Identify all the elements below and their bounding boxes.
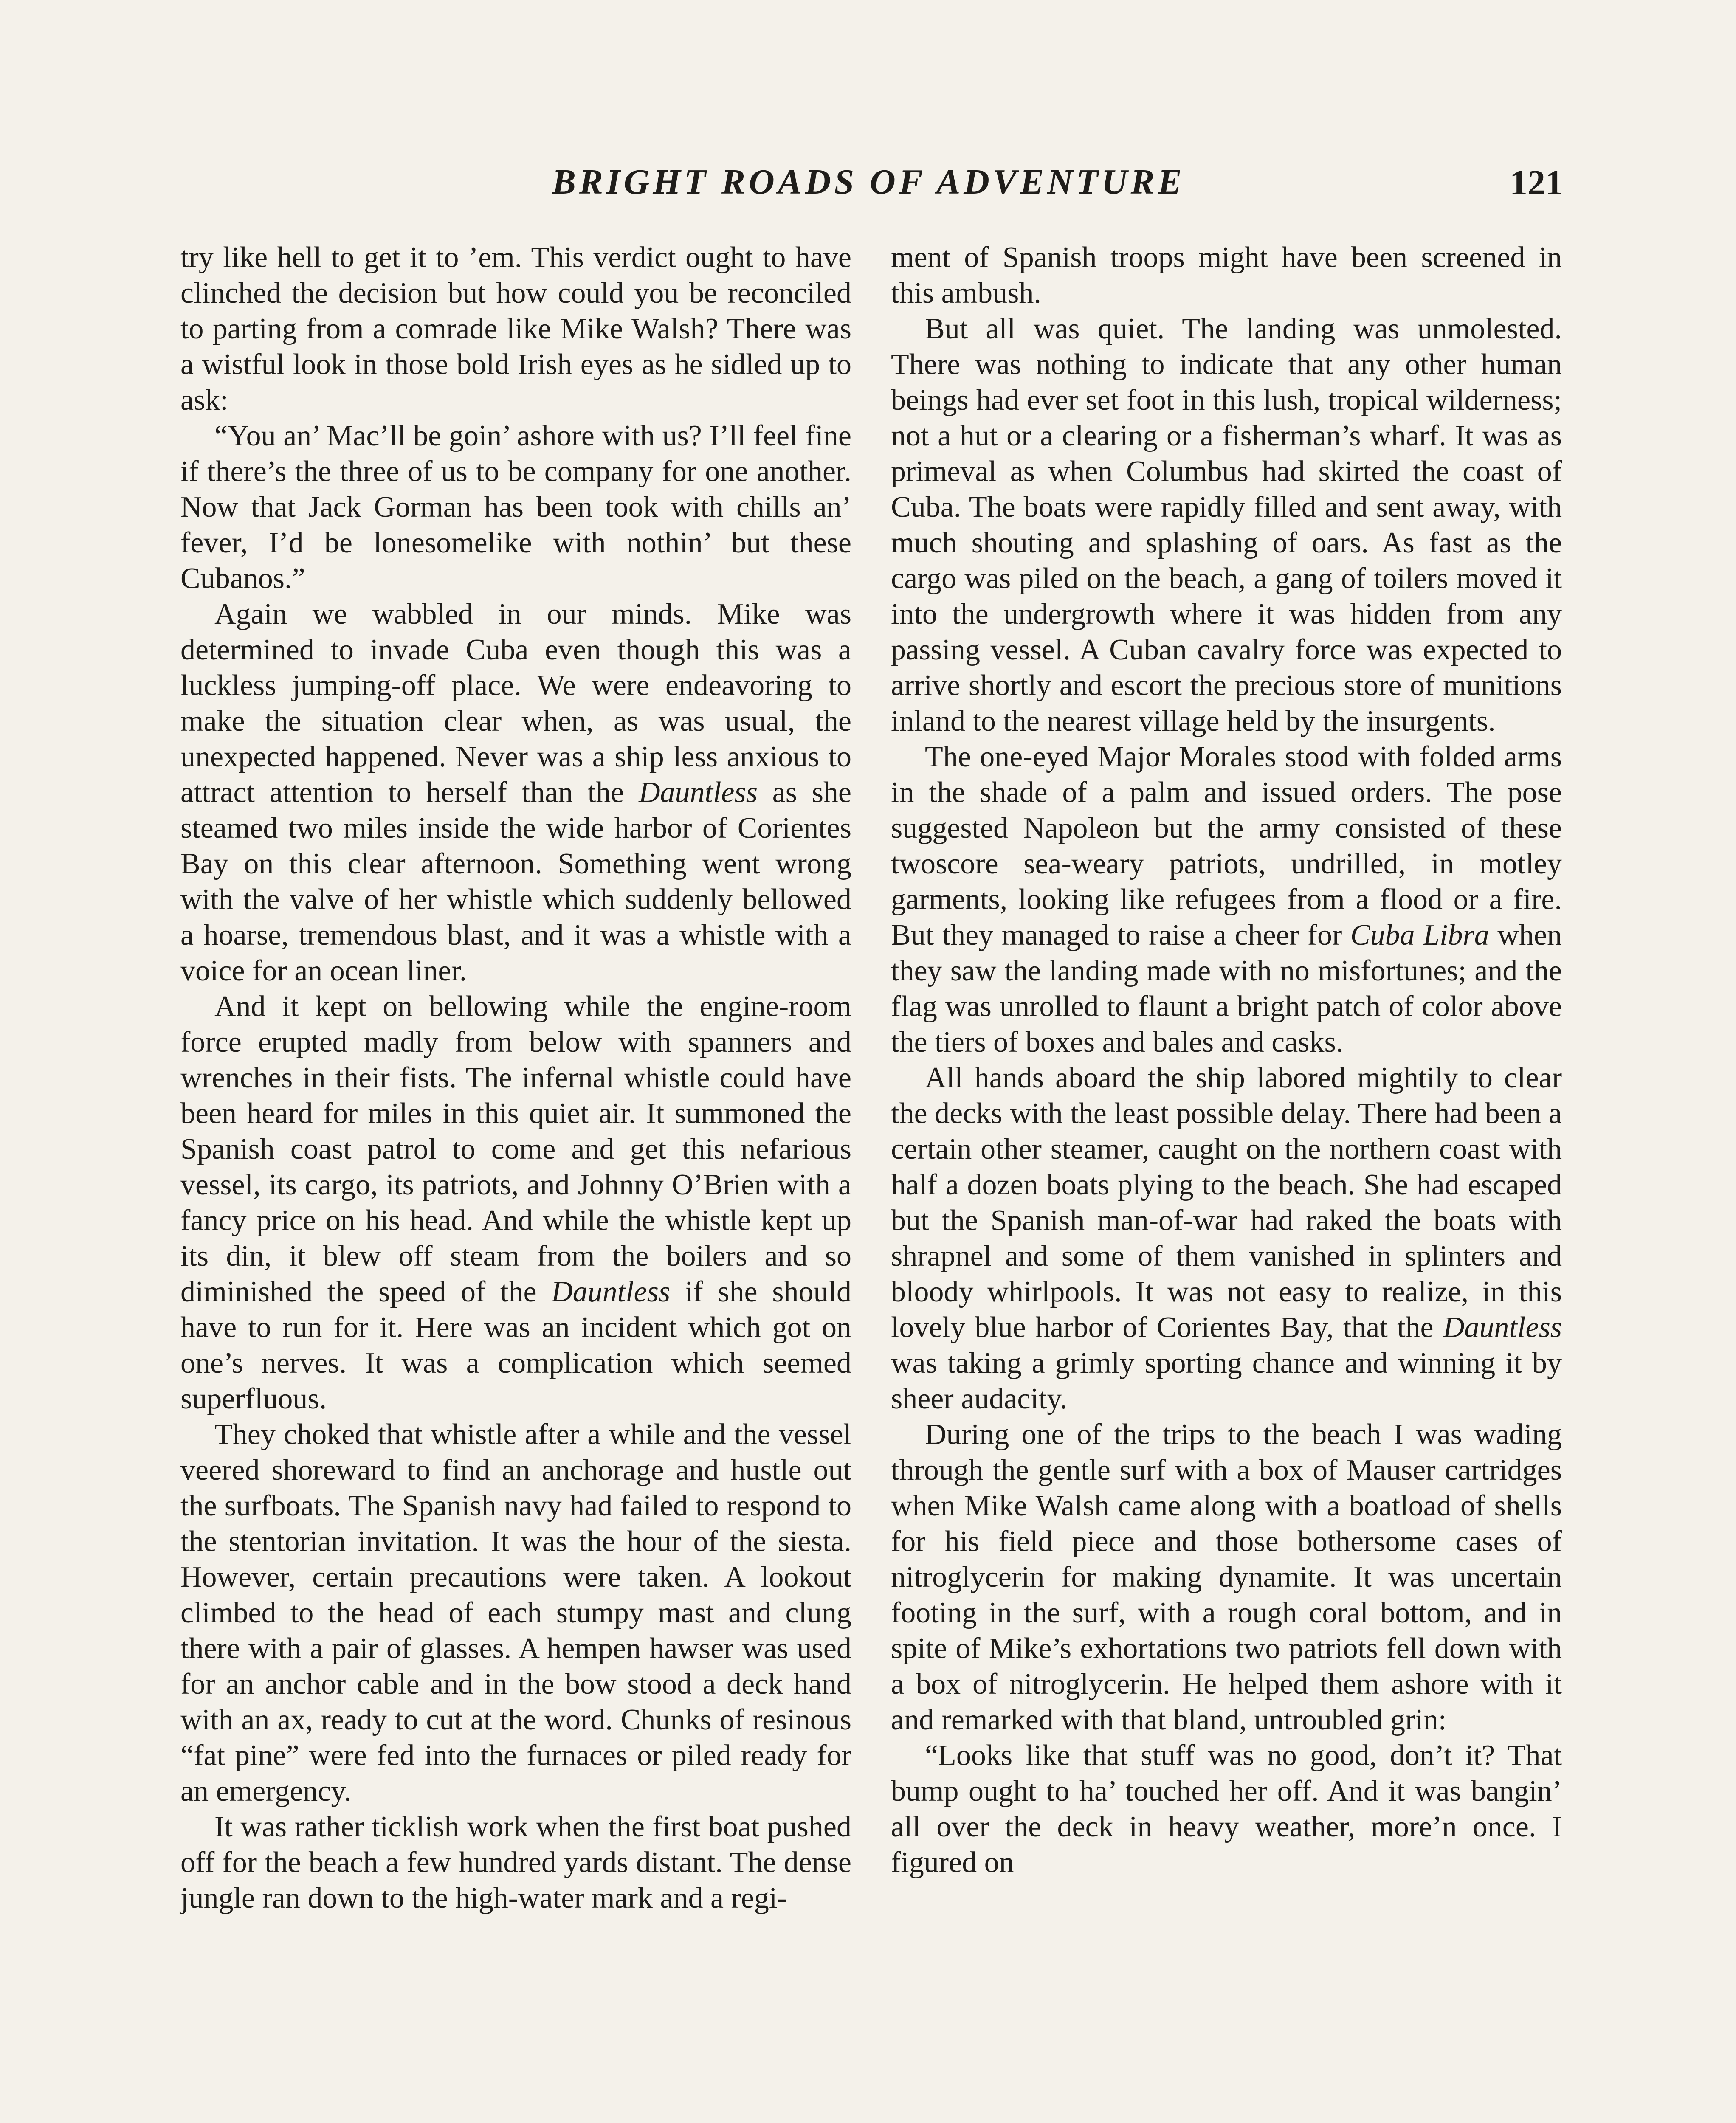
paragraph: All hands aboard the ship labored mightily to clear the decks with the least possible delay. There had been a certain other steamer, caught on the northern coast with half a dozen boats plying to the beach. She had escaped but the Spanish man-of-war had raked the boats with shrapnel and some of them vanished in splinters and bloody whirlpools. It was not easy to realize, in this lovely blue harbor of Corientes Bay, that the Dauntless was taking a grimly sporting chance and winning it by sheer audacity. xyxy=(891,1062,1562,1415)
paragraph: It was rather ticklish work when the first boat pushed off for the beach a few hundred yards distant. The dense jungle ran down to the high-water mark and a regi- xyxy=(180,1810,851,1915)
paragraph: “Looks like that stuff was no good, don’t it? That bump ought to ha’ touched her off. And it was bangin’ all over the deck in heavy weather, more’n once. I figured on xyxy=(891,1739,1562,1879)
ship-name: Dauntless xyxy=(638,776,758,809)
page-number: 121 xyxy=(1510,163,1563,203)
paragraph: But all was quiet. The landing was unmolested. There was nothing to indicate that any other human beings had ever set foot in this lush, tropical wilderness; not a hut or a clearing or a fisherman’s wharf. It was as primeval as when Columbus had skirted the coast of Cuba. The boats were rapidly filled and sent away, with much shouting and splashing of oars. As fast as the cargo was piled on the beach, a gang of toilers moved it into the undergrowth where it was hidden from any passing vessel. A Cuban cavalry force was expected to arrive shortly and escort the precious store of munitions inland to the nearest village held by the insurgents. xyxy=(891,313,1562,738)
paragraph: During one of the trips to the beach I was wading through the gentle surf with a box of Mauser cartridges when Mike Walsh came along with a boatload of shells for his field piece and those bothersome cases of nitroglycerin for making dynamite. It was uncertain footing in the surf, with a rough coral bottom, and in spite of Mike’s exhortations two patriots fell down with a box of nitroglycerin. He helped them ashore with it and remarked with that bland, untroubled grin: xyxy=(891,1418,1562,1736)
paragraph: “You an’ Mac’ll be goin’ ashore with us? I’ll feel fine if there’s the three of us to be company for one another. Now that Jack Gorman has been took with chills an’ fever, I’d be lonesomelike with nothin’ but these Cubanos.” xyxy=(180,420,851,595)
paragraph: try like hell to get it to ’em. This verdict ought to have clinched the decision but how could you be reconciled to parting from a comrade like Mike Walsh? There was a wistful look in those bold Irish eyes as he sidled up to ask: xyxy=(180,241,851,417)
ship-name: Dauntless xyxy=(1443,1311,1562,1344)
paragraph: And it kept on bellowing while the engine-room force erupted madly from below with spanners and wrenches in their fists. The infernal whistle could have been heard for miles in this quiet air. It summoned the Spanish coast patrol to come and get this nefarious vessel, its cargo, its patriots, and Johnny O’Brien with a fancy price on his head. And while the whistle kept up its din, it blew off steam from the boilers and so diminished the speed of the Dauntless if she should have to run for it. Here was an incident which got on one’s nerves. It was a complication which seemed superfluous. xyxy=(180,990,851,1415)
slogan: Cuba Libra xyxy=(1350,919,1489,952)
paragraph: Again we wabbled in our minds. Mike was determined to invade Cuba even though this was a luckless jumping-off place. We were endeavoring to make the situation clear when, as was usual, the unexpected happened. Never was a ship less anxious to attract attention to herself than the Dauntless as she steamed two miles inside the wide harbor of Corientes Bay on this clear afternoon. Something went wrong with the valve of her whistle which suddenly bellowed a hoarse, tremendous blast, and it was a whistle with a voice for an ocean liner. xyxy=(180,598,851,987)
paragraph: They choked that whistle after a while and the vessel veered shoreward to find an anchorage and hustle out the surfboats. The Spanish navy had failed to respond to the stentorian invitation. It was the hour of the siesta. However, certain precautions were taken. A lookout climbed to the head of each stumpy mast and clung there with a pair of glasses. A hempen hawser was used for an anchor cable and in the bow stood a deck hand with an ax, ready to cut at the word. Chunks of resinous “fat pine” were fed into the furnaces or piled ready for an emergency. xyxy=(180,1418,851,1808)
paragraph: ment of Spanish troops might have been screened in this ambush. xyxy=(891,241,1562,310)
right-column xyxy=(891,240,1562,1881)
left-column xyxy=(180,240,851,1916)
running-head-title: BRIGHT ROADS OF ADVENTURE xyxy=(552,162,1185,202)
ship-name: Dauntless xyxy=(551,1275,671,1308)
paragraph: The one-eyed Major Morales stood with folded arms in the shade of a palm and issued orders. The pose suggested Napoleon but the army consisted of these twoscore sea-weary patriots, undrilled, in motley garments, looking like refugees from a flood or a fire. But they managed to raise a cheer for Cuba Libra when they saw the landing made with no misfortunes; and the flag was unrolled to flaunt a bright patch of color above the tiers of boxes and bales and casks. xyxy=(891,741,1562,1059)
